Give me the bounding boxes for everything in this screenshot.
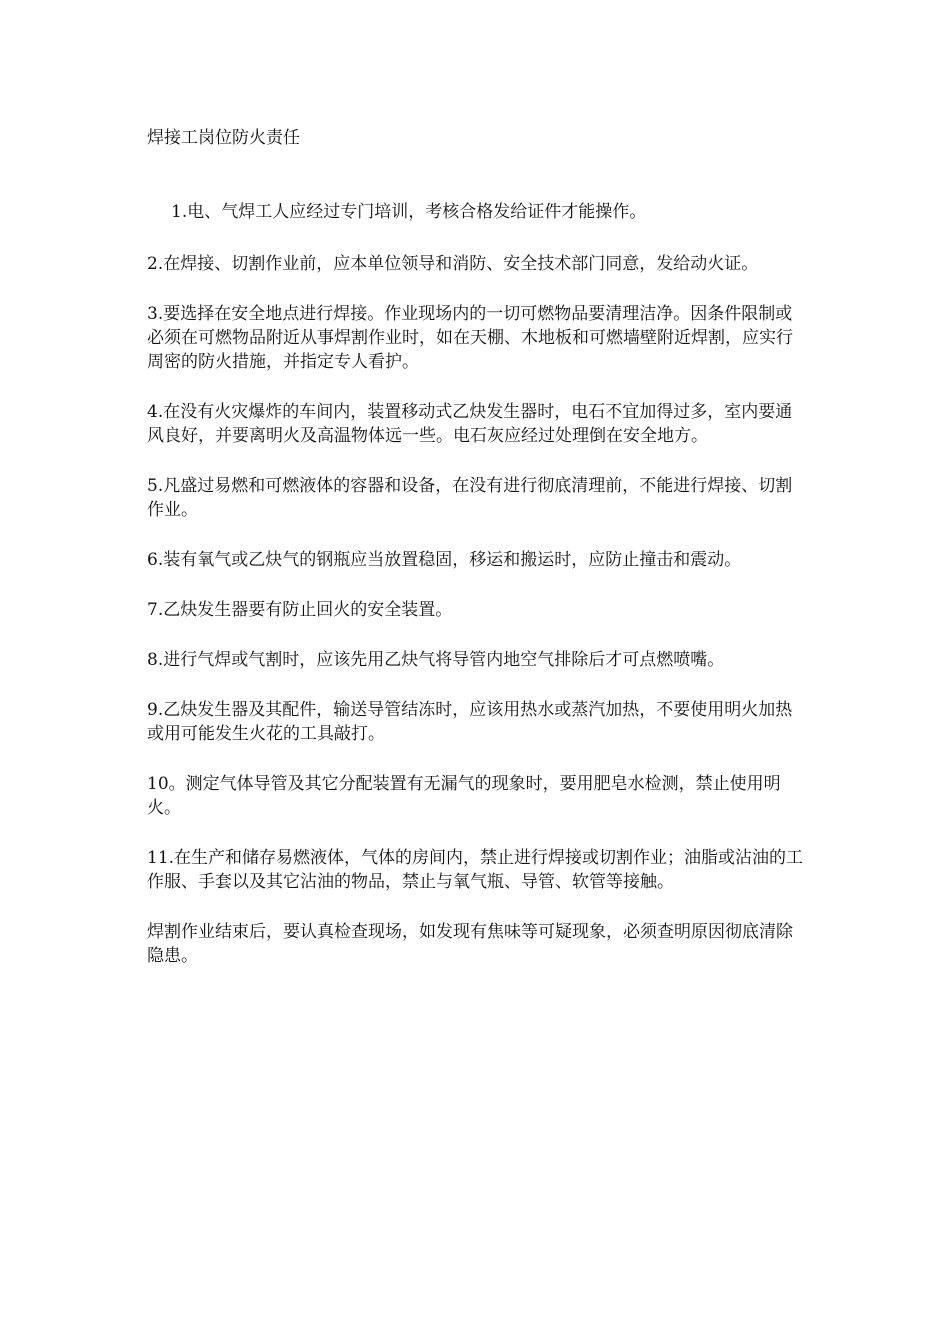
document-title: 焊接工岗位防火责任 <box>147 128 300 148</box>
paragraph-9: 9.乙炔发生器及其配件，输送导管结冻时，应该用热水或蒸汽加热，不要使用明火加热或用可能发生火花的工具敲打。 <box>147 700 793 744</box>
paragraph-1: 1.电、气焊工人应经过专门培训，考核合格发给证件才能操作。 <box>171 202 647 222</box>
paragraph-10: 10。测定气体导管及其它分配装置有无漏气的现象时，要用肥皂水检测，禁止使用明火。 <box>147 774 781 818</box>
paragraph-6: 6.装有氧气或乙炔气的钢瓶应当放置稳固，移运和搬运时，应防止撞击和震动。 <box>147 550 742 570</box>
paragraph-5: 5.凡盛过易燃和可燃液体的容器和设备，在没有进行彻底清理前，不能进行焊接、切割作业。 <box>147 476 793 520</box>
paragraph-closing: 焊割作业结束后，要认真检查现场，如发现有焦味等可疑现象，必须查明原因彻底清除隐患。 <box>147 922 793 966</box>
paragraph-2: 2.在焊接、切割作业前，应本单位领导和消防、安全技术部门同意，发给动火证。 <box>147 254 759 274</box>
paragraph-8: 8.进行气焊或气割时，应该先用乙炔气将导管内地空气排除后才可点燃喷嘴。 <box>147 650 725 670</box>
paragraph-11: 11.在生产和储存易燃液体，气体的房间内，禁止进行焊接或切割作业；油脂或沾油的工作服、手套以及其它沾油的物品，禁止与氧气瓶、导管、软管等接触。 <box>147 848 804 892</box>
paragraph-7: 7.乙炔发生器要有防止回火的安全装置。 <box>147 600 453 620</box>
document-body <box>147 200 807 994</box>
paragraph-3: 3.要选择在安全地点进行焊接。作业现场内的一切可燃物品要清理洁净。因条件限制或必须在可燃物品附近从事焊割作业时，如在天棚、木地板和可燃墙壁附近焊割，应实行周密的防火措施，并指定专人看护。 <box>147 304 793 372</box>
paragraph-4: 4.在没有火灾爆炸的车间内，装置移动式乙炔发生器时，电石不宜加得过多，室内要通风良好，并要离明火及高温物体远一些。电石灰应经过处理倒在安全地方。 <box>147 402 793 446</box>
